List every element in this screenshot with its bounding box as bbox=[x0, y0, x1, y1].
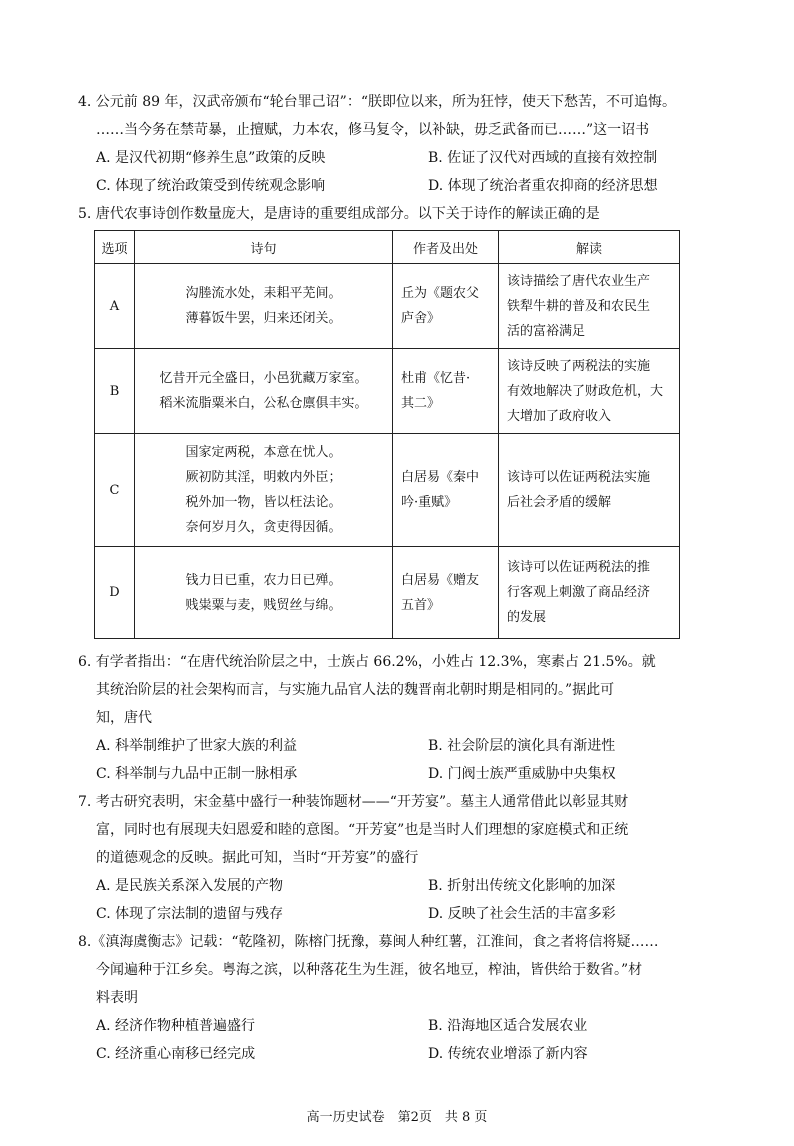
table-row-a bbox=[95, 264, 680, 349]
header-source: 作者及出处 bbox=[393, 231, 499, 264]
question-6-stem-line-3: 知，唐代 bbox=[96, 710, 152, 726]
question-6-stem-line-1: 6. 有学者指出：“在唐代统治阶层之中，士族占 66.2%，小姓占 12.3%，寒素占 21.5%。就 bbox=[78, 654, 656, 670]
poem-line: 厥初防其淫，明敕内外臣； bbox=[185, 470, 342, 485]
question-7-option-d[interactable]: D. 反映了社会生活的丰富多彩 bbox=[428, 906, 616, 922]
table-row-d bbox=[95, 547, 680, 639]
question-6 bbox=[78, 648, 738, 788]
source-cell bbox=[393, 434, 499, 547]
table-row-c bbox=[95, 434, 680, 547]
source-cell bbox=[393, 264, 499, 349]
question-6-option-a[interactable]: A. 科举制维护了世家大族的利益 bbox=[96, 738, 298, 754]
poem-cell bbox=[135, 547, 393, 639]
poem-line: 奈何岁月久，贪吏得因循。 bbox=[185, 520, 342, 535]
source-line: 白居易《赠友 bbox=[401, 572, 480, 588]
poem-line: 忆昔开元全盛日，小邑犹藏万家室。 bbox=[159, 371, 368, 386]
table-row-b bbox=[95, 349, 680, 434]
interpretation-line: 活的富裕满足 bbox=[507, 323, 586, 339]
interpretation-line: 有效地解决了财政危机，大 bbox=[507, 383, 664, 399]
question-6-option-b[interactable]: B. 社会阶层的演化具有渐进性 bbox=[428, 738, 616, 754]
question-7-option-b[interactable]: B. 折射出传统文化影响的加深 bbox=[428, 878, 616, 894]
question-7-option-a[interactable]: A. 是民族关系深入发展的产物 bbox=[96, 878, 284, 894]
source-line: 吟·重赋》 bbox=[401, 495, 458, 510]
question-6-option-c[interactable]: C. 科举制与九品中正制一脉相承 bbox=[96, 766, 298, 782]
poem-cell bbox=[135, 434, 393, 547]
question-8-option-c[interactable]: C. 经济重心南移已经完成 bbox=[96, 1046, 256, 1062]
interpretation-line: 行客观上刺激了商品经济 bbox=[507, 585, 651, 600]
interpretation-line: 该诗描绘了唐代农业生产 bbox=[507, 273, 651, 289]
question-6-stem-line-2: 其统治阶层的社会架构而言，与实施九品官人法的魏晋南北朝时期是相同的。”据此可 bbox=[96, 682, 615, 698]
question-6-options bbox=[78, 732, 738, 788]
poem-cell bbox=[135, 264, 393, 349]
question-5 bbox=[78, 200, 738, 228]
question-7-stem-line-1: 7. 考古研究表明，宋金墓中盛行一种装饰题材——“开芳宴”。墓主人通常借此以彰显其财 bbox=[78, 794, 629, 810]
question-7-stem-line-2: 富，同时也有展现夫妇恩爱和睦的意图。“开芳宴”也是当时人们理想的家庭模式和正统 bbox=[96, 822, 629, 838]
source-line: 庐舍》 bbox=[401, 311, 441, 326]
poem-line: 国家定两税，本意在忧人。 bbox=[185, 445, 342, 460]
question-4-option-b[interactable]: B. 佐证了汉代对西域的直接有效控制 bbox=[428, 150, 658, 166]
row-key: D bbox=[95, 547, 135, 639]
header-interpretation: 解读 bbox=[499, 231, 680, 264]
poem-line: 沟塍流水处，耒耜平芜间。 bbox=[185, 286, 342, 301]
row-key: C bbox=[95, 434, 135, 547]
poem-table bbox=[94, 230, 680, 639]
question-4-stem-line-1: 4. 公元前 89 年，汉武帝颁布“轮台罪己诏”：“朕即位以来，所为狂悖，使天下愁苦，不可追悔。 bbox=[78, 94, 676, 110]
interpretation-line: 该诗可以佐证两税法实施 bbox=[507, 470, 651, 485]
question-7-option-c[interactable]: C. 体现了宗法制的遗留与残存 bbox=[96, 906, 284, 922]
source-cell bbox=[393, 349, 499, 434]
question-7-options bbox=[78, 872, 738, 928]
header-option: 选项 bbox=[95, 231, 135, 264]
question-4-stem-line-2: ……当今务在禁苛暴，止擅赋，力本农，修马复令，以补缺，毋乏武备而已……”这一诏书 bbox=[96, 122, 650, 138]
poem-line: 贱粜粟与麦，贱贸丝与绵。 bbox=[185, 597, 342, 613]
question-8-option-d[interactable]: D. 传统农业增添了新内容 bbox=[428, 1046, 588, 1062]
poem-line: 钱力日已重，农力日已殚。 bbox=[185, 572, 342, 588]
poem-table-header-row bbox=[95, 231, 680, 264]
interpretation-cell bbox=[499, 434, 680, 547]
poem-line: 薄暮饭牛罢，归来还闭关。 bbox=[185, 311, 342, 326]
row-key: A bbox=[95, 264, 135, 349]
row-key: B bbox=[95, 349, 135, 434]
poem-line: 税外加一物，皆以枉法论。 bbox=[185, 495, 342, 510]
poem-line: 稻米流脂粟米白，公私仓廪俱丰实。 bbox=[159, 396, 368, 411]
question-4-option-c[interactable]: C. 体现了统治政策受到传统观念影响 bbox=[96, 178, 326, 194]
source-line: 白居易《秦中 bbox=[401, 470, 480, 485]
source-line: 五首》 bbox=[401, 597, 441, 613]
source-cell bbox=[393, 547, 499, 639]
question-8-stem-line-3: 料表明 bbox=[96, 990, 138, 1006]
header-poem: 诗句 bbox=[135, 231, 393, 264]
interpretation-line: 该诗反映了两税法的实施 bbox=[507, 358, 651, 374]
question-4-option-d[interactable]: D. 体现了统治者重农抑商的经济思想 bbox=[428, 178, 658, 194]
interpretation-line: 的发展 bbox=[507, 610, 547, 625]
question-7-stem-line-3: 的道德观念的反映。据此可知，当时“开芳宴”的盛行 bbox=[96, 850, 419, 866]
interpretation-cell bbox=[499, 349, 680, 434]
page-footer: 高一历史试卷 第2页 共 8 页 bbox=[306, 1110, 488, 1125]
question-8 bbox=[78, 928, 738, 1068]
question-4 bbox=[78, 88, 738, 200]
question-8-stem-line-2: 今闻遍种于江乡矣。粤海之滨，以种落花生为生涯，彼名地豆，榨油，皆供给于数省。”材 bbox=[96, 962, 643, 978]
question-5-stem-line-1: 5. 唐代农事诗创作数量庞大，是唐诗的重要组成部分。以下关于诗作的解读正确的是 bbox=[78, 206, 600, 222]
question-8-stem-line-1: 8.《滇海虞衡志》记载：“乾隆初，陈榕门抚豫，募闽人种红薯，江淮间，食之者将信将疑…… bbox=[78, 934, 659, 950]
question-4-option-a[interactable]: A. 是汉代初期“修养生息”政策的反映 bbox=[96, 150, 326, 166]
interpretation-line: 后社会矛盾的缓解 bbox=[507, 495, 612, 510]
source-line: 杜甫《忆昔· bbox=[401, 371, 471, 386]
question-6-option-d[interactable]: D. 门阀士族严重威胁中央集权 bbox=[428, 766, 616, 782]
interpretation-cell bbox=[499, 264, 680, 349]
interpretation-line: 该诗可以佐证两税法的推 bbox=[507, 560, 651, 575]
question-7 bbox=[78, 788, 738, 928]
interpretation-cell bbox=[499, 547, 680, 639]
question-8-options bbox=[78, 1012, 738, 1068]
question-8-option-a[interactable]: A. 经济作物种植普遍盛行 bbox=[96, 1018, 256, 1034]
interpretation-line: 铁犁牛耕的普及和农民生 bbox=[507, 298, 651, 314]
question-4-options bbox=[78, 144, 738, 200]
interpretation-line: 大增加了政府收入 bbox=[507, 408, 612, 424]
source-line: 其二》 bbox=[401, 396, 441, 411]
source-line: 丘为《题农父 bbox=[401, 286, 480, 301]
poem-cell bbox=[135, 349, 393, 434]
question-8-option-b[interactable]: B. 沿海地区适合发展农业 bbox=[428, 1018, 588, 1034]
